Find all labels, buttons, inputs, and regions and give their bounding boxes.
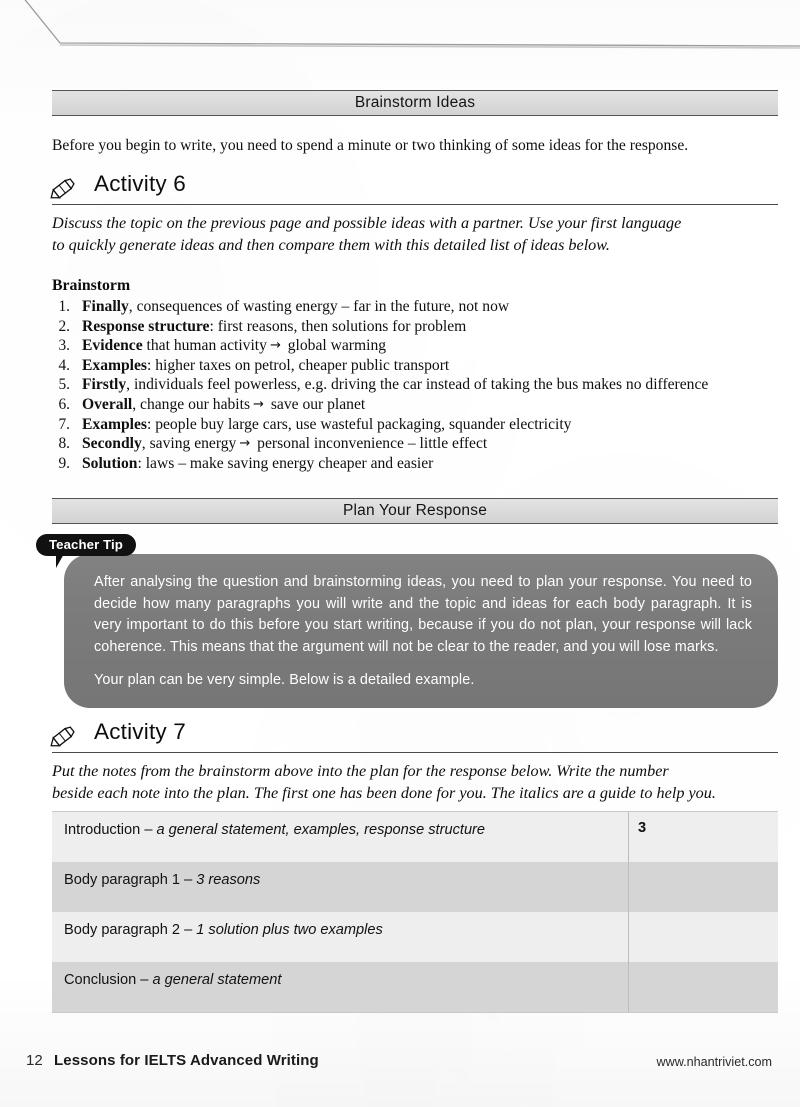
arrow-right-icon: → bbox=[239, 436, 251, 452]
brainstorm-block bbox=[52, 277, 778, 473]
table-column-divider bbox=[628, 912, 629, 962]
brainstorm-item-text: , saving energy bbox=[141, 435, 237, 453]
table-cell-label bbox=[64, 920, 618, 940]
table-row[interactable] bbox=[52, 862, 778, 912]
activity-7-instruction-line-2: beside each note into the plan. The first one has been done for you. The italics are a guide to help you. bbox=[52, 783, 716, 802]
brainstorm-item-number: 9. bbox=[58, 454, 70, 472]
brainstorm-item-keyword: Examples bbox=[82, 415, 147, 433]
arrow-right-icon: → bbox=[253, 396, 264, 412]
table-column-divider bbox=[628, 962, 629, 1012]
footer-website: www.nhantriviet.com bbox=[656, 1055, 772, 1069]
table-cell-number[interactable]: 3 bbox=[638, 820, 647, 836]
activity-6-heading bbox=[50, 171, 778, 205]
brainstorm-item-text: , individuals feel powerless, e.g. driving the car instead of taking the bus makes no difference bbox=[126, 376, 709, 394]
section-header-plan-your-response-label: Plan Your Response bbox=[342, 502, 488, 519]
activity-7-heading bbox=[50, 719, 778, 753]
brainstorm-item-number: 2. bbox=[58, 317, 70, 335]
table-cell-label-plain: Body paragraph 2 – bbox=[64, 922, 197, 938]
brainstorm-item-keyword: Evidence bbox=[82, 337, 143, 355]
table-cell-label-plain: Body paragraph 1 – bbox=[64, 872, 197, 888]
section-header-brainstorm-ideas-label: Brainstorm Ideas bbox=[354, 94, 476, 111]
brainstorm-item bbox=[52, 297, 778, 317]
brainstorm-item bbox=[52, 415, 778, 435]
table-cell-label-italic: 1 solution plus two examples bbox=[196, 922, 383, 938]
brainstorm-item-text: : higher taxes on petrol, cheaper public transport bbox=[146, 356, 450, 374]
brainstorm-item-keyword: Secondly bbox=[82, 435, 142, 453]
intro-paragraph: Before you begin to write, you need to spend a minute or two thinking of some ideas for the response. bbox=[52, 137, 689, 154]
activity-7-label: Activity 7 bbox=[94, 719, 187, 744]
pencil-icon bbox=[50, 721, 80, 749]
footer-book-title: Lessons for IELTS Advanced Writing bbox=[54, 1052, 319, 1069]
section-header-plan-your-response bbox=[52, 498, 778, 524]
teacher-tip-badge-label: Teacher Tip bbox=[49, 537, 123, 552]
footer-page-number: 12 bbox=[26, 1052, 43, 1069]
activity-7-rule bbox=[52, 752, 778, 753]
table-row[interactable] bbox=[52, 962, 778, 1012]
activity-6-label: Activity 6 bbox=[94, 171, 187, 196]
table-cell-label bbox=[64, 970, 618, 990]
pencil-icon bbox=[50, 173, 80, 201]
brainstorm-item-text: that human activity bbox=[142, 337, 267, 355]
table-column-divider bbox=[628, 812, 629, 862]
brainstorm-item-text: : people buy large cars, use wasteful packaging, squander electricity bbox=[146, 415, 572, 433]
table-cell-label-plain: Introduction – bbox=[64, 822, 157, 838]
brainstorm-item-number: 1. bbox=[58, 298, 70, 315]
brainstorm-item-keyword: Solution bbox=[82, 454, 138, 472]
activity-6-instruction-line-1: Discuss the topic on the previous page and possible ideas with a partner. Use your first language bbox=[52, 214, 682, 232]
brainstorm-item-keyword: Firstly bbox=[82, 376, 127, 394]
brainstorm-item bbox=[52, 434, 778, 454]
table-cell-label bbox=[64, 820, 618, 840]
brainstorm-item bbox=[52, 317, 778, 337]
brainstorm-item-text-tail: global warming bbox=[283, 337, 387, 355]
plan-table bbox=[52, 811, 778, 1013]
brainstorm-item-number: 6. bbox=[58, 395, 70, 413]
brainstorm-item-keyword: Response structure bbox=[82, 317, 210, 335]
brainstorm-item-text-tail: personal inconvenience – little effect bbox=[253, 435, 488, 453]
teacher-tip-badge bbox=[36, 534, 136, 556]
teacher-tip-paragraph-1: After analysing the question and brainstorming ideas, you need to plan your response. You need to decide how many paragraphs you will write and the topic and ideas for each body paragraph. It is very important to do this before you start writing, because if you do not plan, your response will lack coherence. This means that the argument will not be clear to the reader, and you will lose marks. bbox=[94, 574, 752, 655]
table-column-divider bbox=[628, 862, 629, 912]
table-cell-label-plain: Conclusion – bbox=[64, 972, 153, 988]
brainstorm-item-text: : laws – make saving energy cheaper and easier bbox=[137, 454, 434, 472]
activity-6-rule bbox=[52, 204, 778, 205]
brainstorm-item bbox=[52, 395, 778, 415]
brainstorm-item-number: 5. bbox=[58, 376, 70, 394]
brainstorm-item-text-tail: save our planet bbox=[266, 395, 366, 413]
teacher-tip-bubble bbox=[64, 554, 778, 708]
brainstorm-item-keyword: Overall bbox=[82, 395, 133, 413]
brainstorm-item-number: 7. bbox=[58, 415, 70, 433]
table-cell-label-italic: a general statement bbox=[152, 972, 282, 988]
brainstorm-item bbox=[52, 336, 778, 356]
page-footer bbox=[0, 1052, 800, 1076]
brainstorm-item-number: 4. bbox=[58, 356, 70, 374]
arrow-right-icon: → bbox=[269, 338, 281, 354]
brainstorm-item bbox=[52, 356, 778, 376]
brainstorm-item bbox=[52, 454, 778, 474]
brainstorm-item-keyword: Examples bbox=[82, 356, 147, 374]
table-row[interactable] bbox=[52, 912, 778, 962]
brainstorm-item bbox=[52, 375, 778, 395]
brainstorm-item-text: : first reasons, then solutions for problem bbox=[209, 317, 467, 335]
table-cell-label bbox=[64, 870, 618, 890]
teacher-tip-paragraph-2: Your plan can be very simple. Below is a detailed example. bbox=[94, 672, 475, 689]
table-cell-label-italic: a general statement, examples, response structure bbox=[156, 822, 486, 838]
activity-7-instruction bbox=[52, 761, 778, 804]
table-row[interactable] bbox=[52, 812, 778, 862]
brainstorm-item-keyword: Finally bbox=[82, 298, 129, 315]
brainstorm-title: Brainstorm bbox=[52, 277, 131, 294]
brainstorm-item-number: 8. bbox=[58, 435, 70, 453]
activity-6-instruction bbox=[52, 213, 778, 256]
activity-6-instruction-line-2: to quickly generate ideas and then compare them with this detailed list of ideas below. bbox=[52, 235, 610, 254]
activity-7-instruction-line-1: Put the notes from the brainstorm above into the plan for the response below. Write the number bbox=[52, 762, 669, 780]
brainstorm-item-text: , consequences of wasting energy – far in the future, not now bbox=[128, 298, 510, 315]
section-header-brainstorm-ideas bbox=[52, 90, 778, 116]
brainstorm-item-text: , change our habits bbox=[132, 395, 251, 413]
table-cell-label-italic: 3 reasons bbox=[196, 872, 261, 888]
brainstorm-list bbox=[52, 297, 778, 473]
brainstorm-item-number: 3. bbox=[58, 337, 70, 355]
